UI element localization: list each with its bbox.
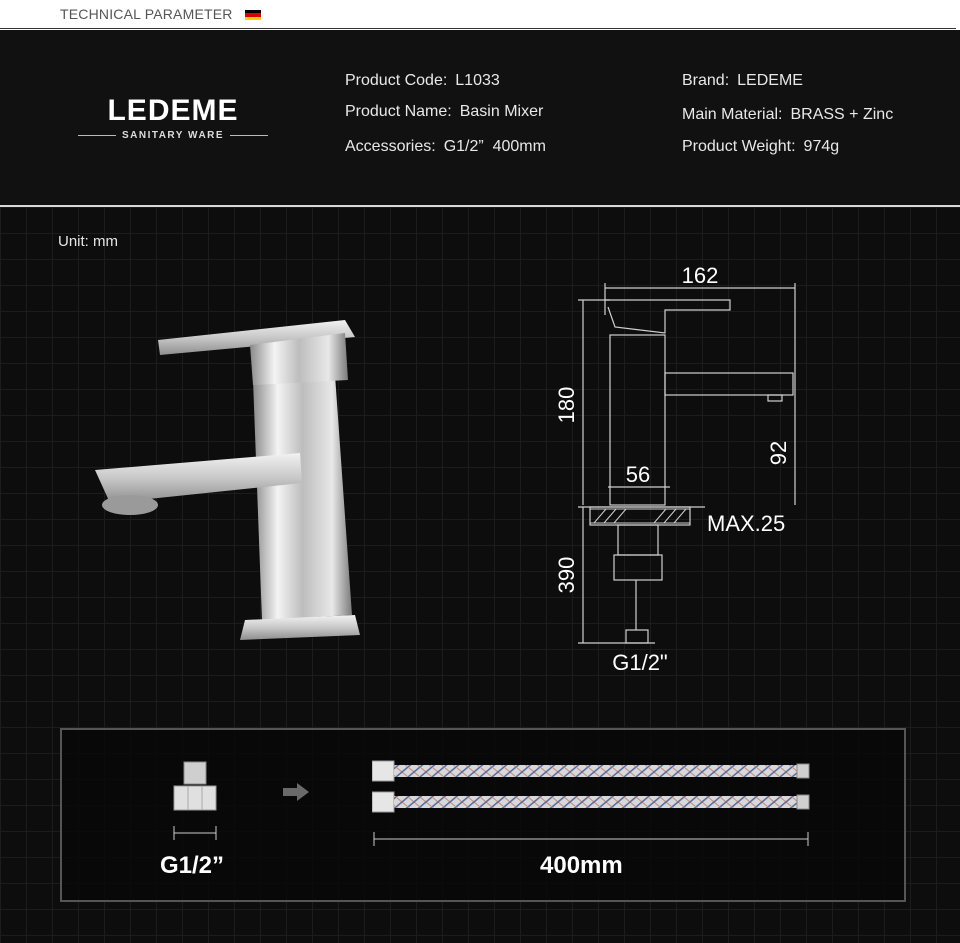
faucet-photo [90, 315, 370, 655]
hose-length-label: 400mm [540, 852, 623, 879]
logo-tagline: SANITARY WARE [121, 130, 225, 141]
brand-logo [78, 94, 268, 144]
unit-label: Unit: mm [58, 233, 118, 250]
dim-hose: 390 [554, 556, 579, 594]
connector-dim-line [172, 826, 218, 840]
logo-wordmark: LEDEME [107, 94, 239, 127]
dim-base: 56 [625, 462, 651, 487]
top-bar [0, 0, 960, 30]
technical-drawing [550, 255, 830, 675]
hose-dim-line [372, 832, 812, 846]
dim-height: 180 [554, 386, 579, 424]
braided-hoses [372, 757, 812, 817]
spec-product-name: Product Name: Basin Mixer [345, 103, 544, 120]
dim-width: 162 [681, 263, 719, 288]
spec-main-material: Main Material: BRASS + Zinc [682, 106, 894, 123]
connector-label: G1/2” [160, 852, 225, 879]
dim-spout-height: 92 [766, 440, 791, 466]
spec-product-code: Product Code: L1033 [345, 72, 500, 89]
german-flag-icon [245, 10, 261, 20]
connector-icon [170, 760, 220, 820]
dim-max-deck: MAX.25 [707, 511, 786, 536]
spec-accessories: Accessories: G1/2” 400mm [345, 138, 546, 155]
spec-product-weight: Product Weight: 974g [682, 138, 840, 155]
section-title: TECHNICAL PARAMETER [60, 6, 233, 22]
spec-brand: Brand: LEDEME [682, 72, 803, 89]
dim-thread: G1/2" [612, 650, 668, 675]
arrow-right-icon [283, 783, 309, 801]
